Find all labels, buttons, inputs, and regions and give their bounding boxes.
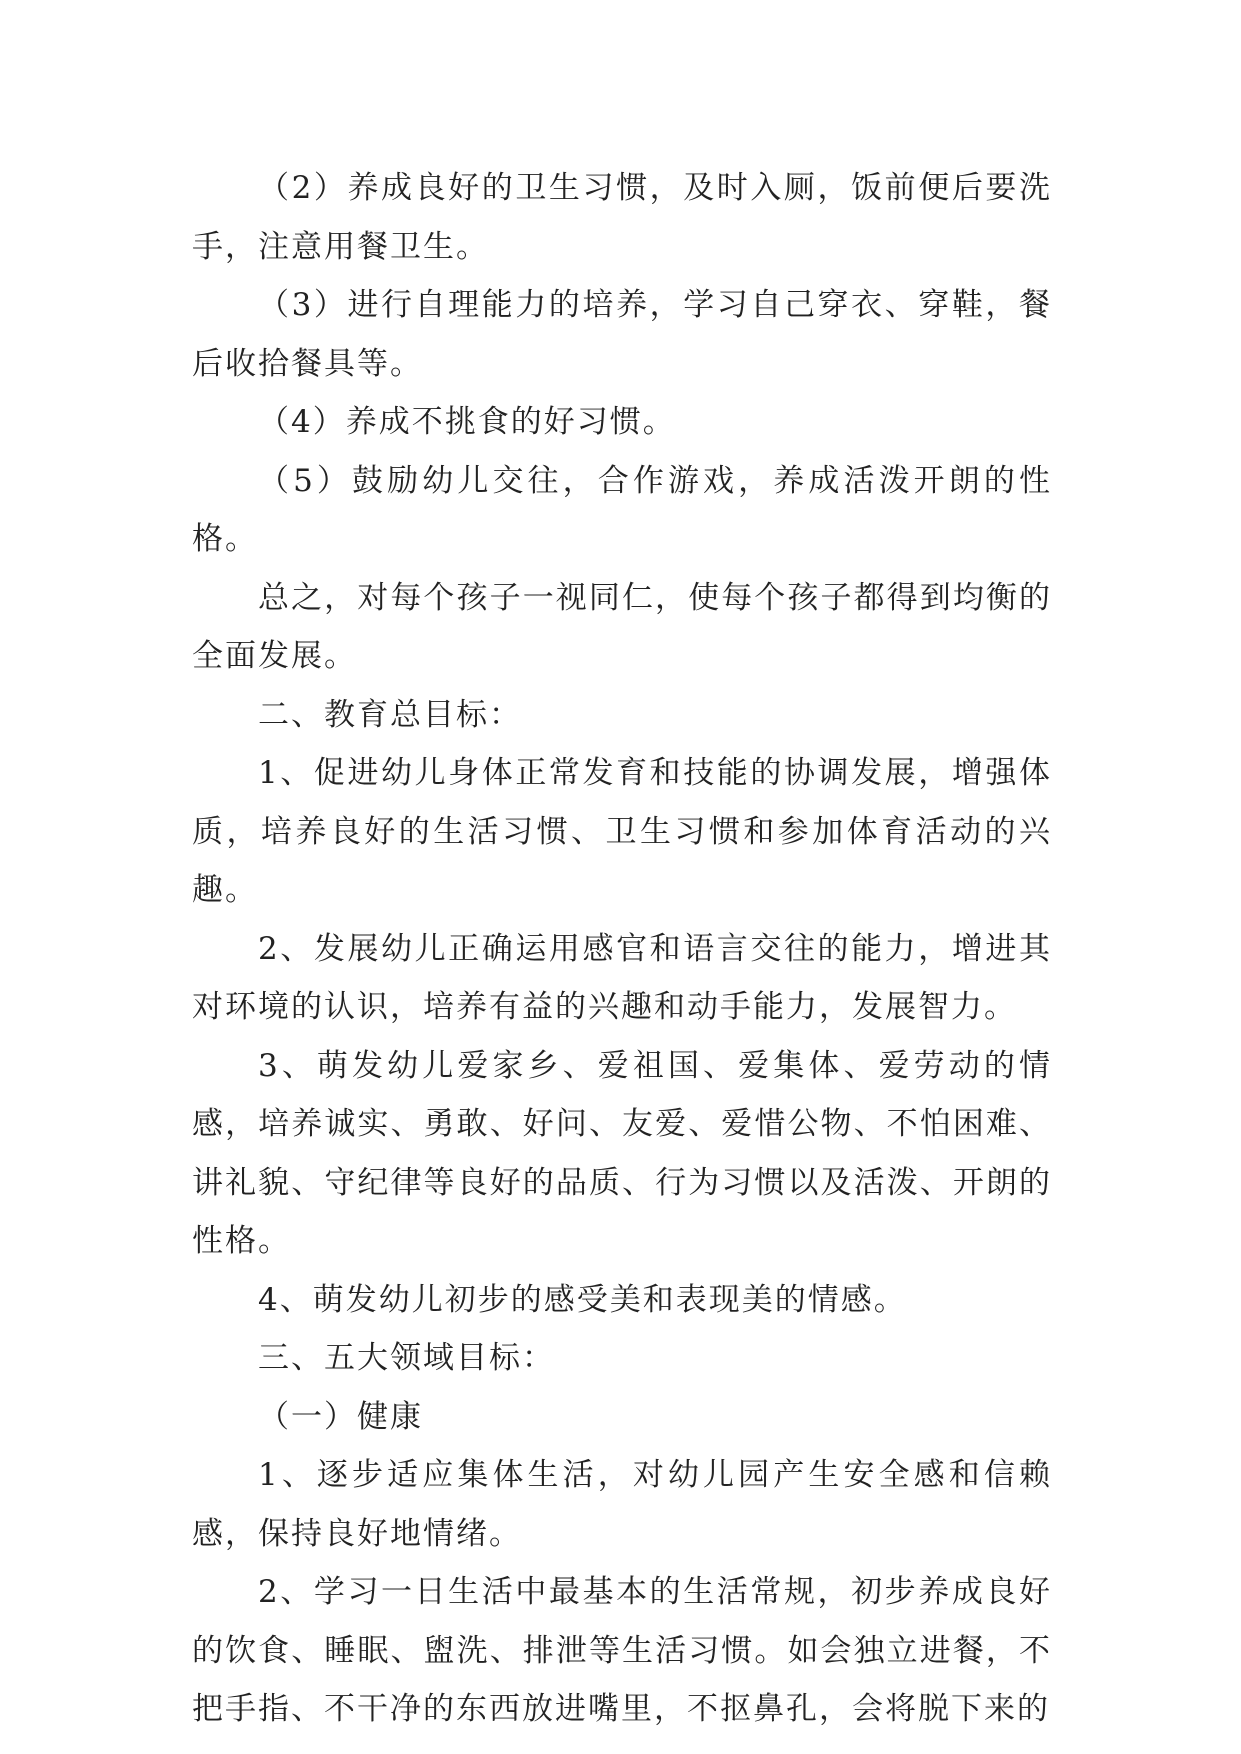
subsection-heading-health: （一）健康 xyxy=(258,1398,423,1435)
goal-item-3: 3、萌发幼儿爱家乡、爱祖国、爱集体、爱劳动的情感，培养诚实、勇敢、好问、友爱、爱惜公物、不怕困难、讲礼貌、守纪律等良好的品质、行为习惯以及活泼、开朗的性格。 xyxy=(192,1047,1052,1259)
document-page xyxy=(192,159,1052,1739)
section-heading-five-domains: 三、五大领域目标： xyxy=(258,1340,555,1376)
paragraph-summary: 总之，对每个孩子一视同仁，使每个孩子都得到均衡的全面发展。 xyxy=(192,579,1052,674)
health-item-2: 2、学习一日生活中最基本的生活常规，初步养成良好的饮食、睡眠、盥洗、排泄等生活习惯。如会独立进餐，不把手指、不干净的东西放进嘴里，不抠鼻孔，会将脱下来的 xyxy=(192,1574,1052,1727)
goal-item-2: 2、发展幼儿正确运用感官和语言交往的能力，增进其对环境的认识，培养有益的兴趣和动手能力，发展智力。 xyxy=(192,930,1052,1025)
paragraph-self-care: （3）进行自理能力的培养，学习自己穿衣、穿鞋，餐后收拾餐具等。 xyxy=(192,287,1052,382)
section-heading-general-goals: 二、教育总目标： xyxy=(258,696,522,733)
paragraph-encourage-interaction: （5）鼓励幼儿交往，合作游戏，养成活泼开朗的性格。 xyxy=(192,462,1052,557)
health-item-1: 1、逐步适应集体生活，对幼儿园产生安全感和信赖感，保持良好地情绪。 xyxy=(192,1457,1052,1552)
paragraph-no-picky-eating: （4）养成不挑食的好习惯。 xyxy=(258,404,676,440)
paragraph-hygiene-habit: （2）养成良好的卫生习惯，及时入厕，饭前便后要洗手，注意用餐卫生。 xyxy=(192,170,1052,265)
goal-item-1: 1、促进幼儿身体正常发育和技能的协调发展，增强体质，培养良好的生活习惯、卫生习惯和参加体育活动的兴趣。 xyxy=(192,755,1052,908)
goal-item-4: 4、萌发幼儿初步的感受美和表现美的情感。 xyxy=(258,1281,907,1318)
